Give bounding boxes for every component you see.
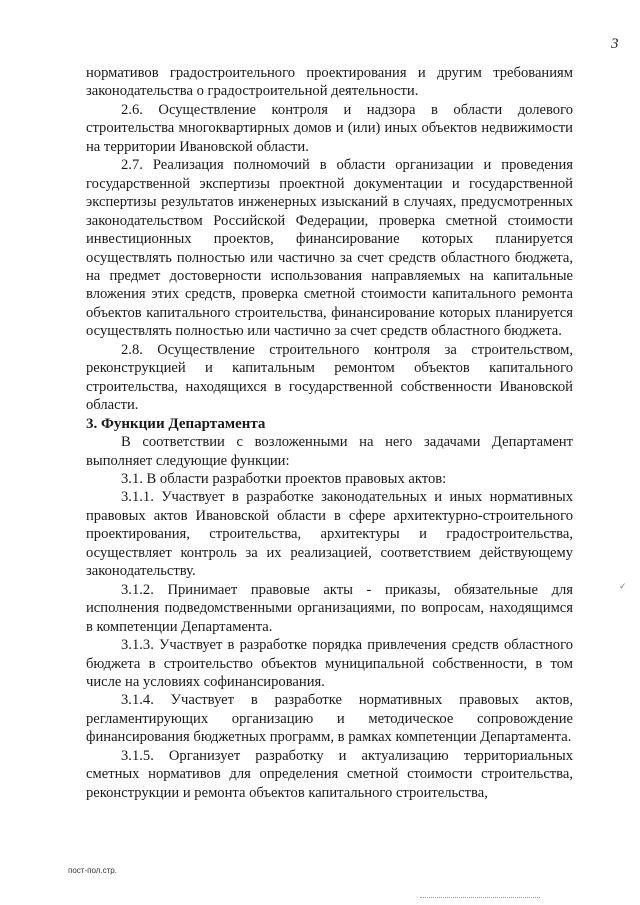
paragraph-2-8: 2.8. Осуществление строительного контроля за строительством, реконструкцией и капитальным ремонтом объектов капитального строительства, находящихся в государственной собственности Ивановской области.	[86, 341, 573, 414]
scan-artifact	[420, 897, 540, 899]
paragraph-3-1: 3.1. В области разработки проектов правовых актов:	[121, 470, 447, 487]
page-number: 3	[611, 36, 619, 52]
paragraph-2-6: 2.6. Осуществление контроля и надзора в области долевого строительства многоквартирных домов и (или) иных объектов недвижимости на территории Ивановской области.	[86, 101, 573, 155]
paragraph-intro: В соответствии с возложенными на него задачами Департамент выполняет следующие функции:	[86, 434, 573, 469]
paragraph-3-1-3: 3.1.3. Участвует в разработке порядка привлечения средств областного бюджета в строительство объектов муниципальной собственности, в том числе на условиях софинансирования.	[86, 637, 573, 690]
paragraph-3-1-5: 3.1.5. Организует разработку и актуализацию территориальных сметных нормативов для определения сметной стоимости строительства, реконструкции и ремонта объектов капитального строительства,	[86, 747, 573, 801]
paragraph-3-1-4: 3.1.4. Участвует в разработке нормативных правовых актов, регламентирующих организацию и методическое сопровождение финансирования бюджетных программ, в рамках компетенции Департамента.	[86, 692, 573, 746]
section-heading: 3. Функции Департамента	[86, 415, 266, 432]
paragraph-3-1-1: 3.1.1. Участвует в разработке законодательных и иных нормативных правовых актов Ивановской области в сфере архитектурно-строительного проектирования, строительства, архитектуры и градостроительства, осуществляет контроль за их реализацией, соответствием действующему законодательству.	[86, 489, 573, 580]
paragraph-3-1-2: 3.1.2. Принимает правовые акты - приказы, обязательные для исполнения подведомственными организациями, по вопросам, находящимся в компетенции Департамента.	[86, 581, 573, 635]
paragraph-2-7: 2.7. Реализация полномочий в области организации и проведения государственной экспертизы проектной документации и государственной экспертизы результатов инженерных изысканий в случаях, предусмотренных законодательством Российской Федерации, проверка сметной стоимости инвестиционных проектов, финансирование которых планируется осуществлять полностью или частично за счет средств областного бюджета, на предмет достоверности использования направляемых на капитальные вложения этих средств, проверка сметной стоимости капитального ремонта объектов капитального строительства, финансирование которых планируется осуществлять полностью или частично за счет средств областного бюджета.	[86, 157, 573, 340]
footer-note: пост-пол.стр.	[68, 866, 117, 875]
margin-mark: ✓	[619, 581, 627, 591]
paragraph-continuation: нормативов градостроительного проектирования и другим требованиям законодательства о градостроительной деятельности.	[86, 65, 573, 100]
document-body	[86, 64, 573, 802]
